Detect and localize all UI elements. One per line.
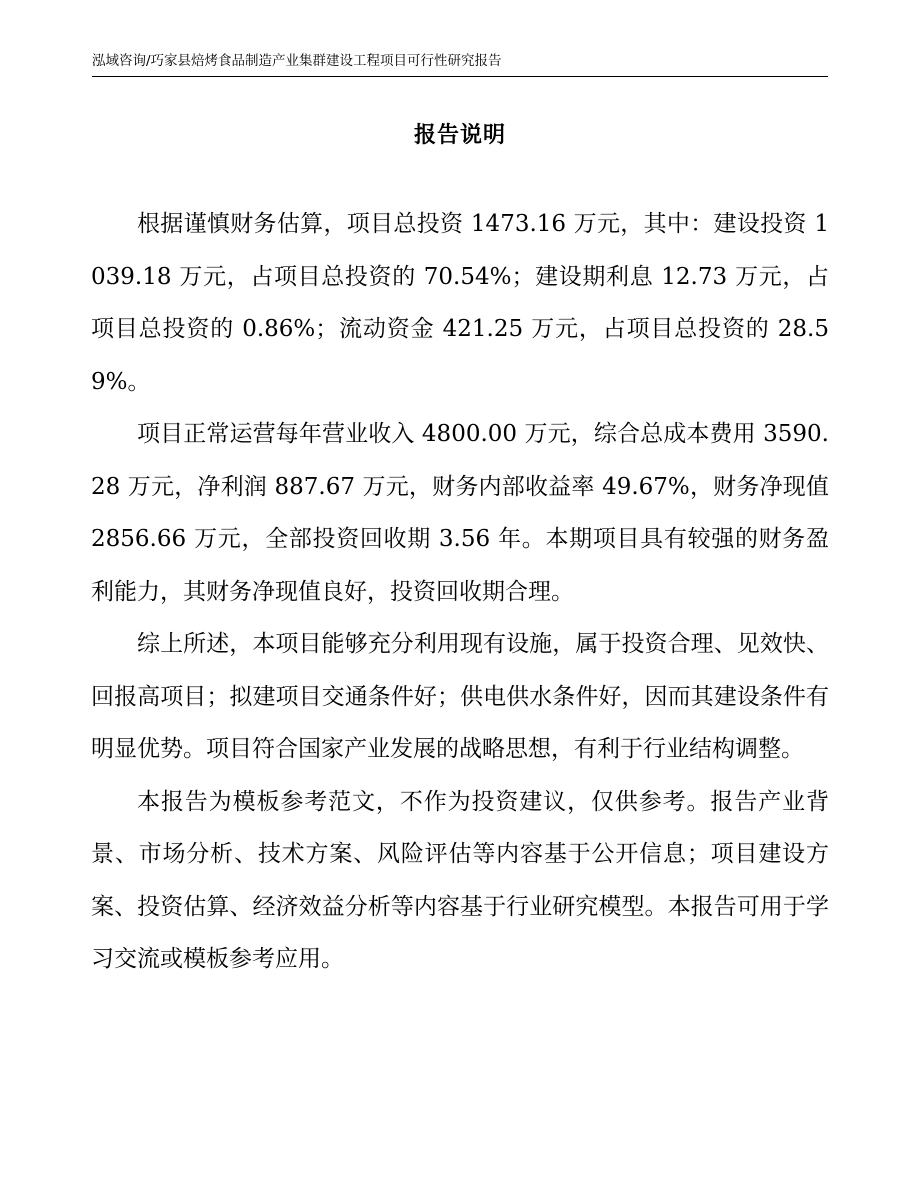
running-header: 泓域咨询/巧家县焙烤食品制造产业集群建设工程项目可行性研究报告 [92,53,502,69]
report-body [91,198,829,986]
paragraph-disclaimer: 本报告为模板参考范文，不作为投资建议，仅供参考。报告产业背景、市场分析、技术方案、风险评估等内容基于公开信息；项目建设方案、投资估算、经济效益分析等内容基于行业研究模型。本报告可用于学习交流或模板参考应用。 [91,788,829,972]
paragraph-investment-summary: 根据谨慎财务估算，项目总投资 1473.16 万元，其中：建设投资 1039.18 万元，占项目总投资的 70.54%；建设期利息 12.73 万元，占项目总投资的 0.86%；流动资金 421.25 万元，占项目总投资的 28.59%。 [91,211,829,395]
header-divider [92,76,828,77]
paragraph-conclusion: 综上所述，本项目能够充分利用现有设施，属于投资合理、见效快、回报高项目；拟建项目交通条件好；供电供水条件好，因而其建设条件有明显优势。项目符合国家产业发展的战略思想，有利于行业结构调整。 [91,631,829,762]
paragraph-financial-performance: 项目正常运营每年营业收入 4800.00 万元，综合总成本费用 3590.28 万元，净利润 887.67 万元，财务内部收益率 49.67%，财务净现值 2856.66 万元，全部投资回收期 3.56 年。本期项目具有较强的财务盈利能力，其财务净现值良好，投资回收期合理。 [91,421,829,605]
page-title: 报告说明 [413,123,506,148]
